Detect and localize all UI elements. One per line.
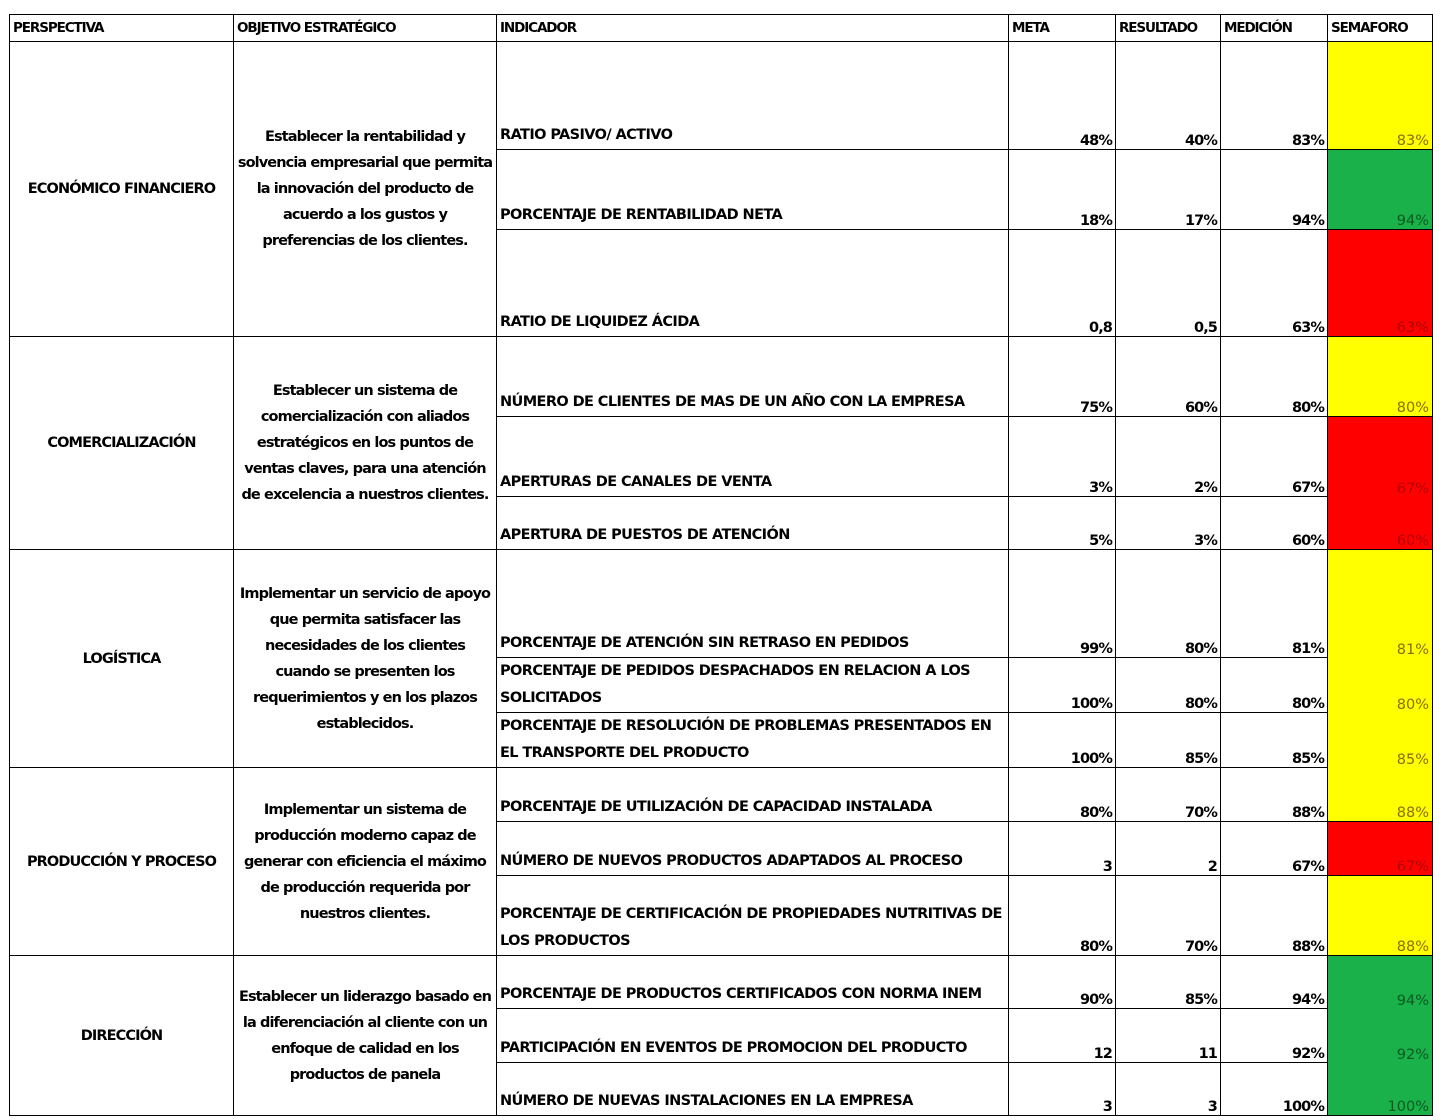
meta-cell: 3%: [1009, 417, 1116, 497]
objetivo-cell: Establecer un sistema de comercialización con aliados estratégicos en los puntos de ventas claves, para una atención de excelencia a nuestros clientes.: [234, 337, 497, 550]
medicion-cell: 67%: [1221, 822, 1328, 876]
semaforo-cell: 81%: [1328, 550, 1433, 658]
meta-cell: 99%: [1009, 550, 1116, 658]
header-medicion: MEDICIÓN: [1221, 15, 1328, 42]
indicador-cell: PORCENTAJE DE ATENCIÓN SIN RETRASO EN PEDIDOS: [497, 550, 1009, 658]
indicador-cell: PORCENTAJE DE PRODUCTOS CERTIFICADOS CON NORMA INEM: [497, 956, 1009, 1009]
semaforo-cell: 80%: [1328, 658, 1433, 713]
medicion-cell: 85%: [1221, 713, 1328, 768]
semaforo-cell: 80%: [1328, 337, 1433, 417]
table-row: [10, 550, 1433, 658]
resultado-cell: 80%: [1116, 658, 1221, 713]
resultado-cell: 3: [1116, 1063, 1221, 1116]
resultado-cell: 11: [1116, 1009, 1221, 1063]
medicion-cell: 100%: [1221, 1063, 1328, 1116]
medicion-cell: 60%: [1221, 497, 1328, 550]
resultado-cell: 60%: [1116, 337, 1221, 417]
semaforo-cell: 67%: [1328, 417, 1433, 497]
medicion-cell: 88%: [1221, 876, 1328, 956]
meta-cell: 12: [1009, 1009, 1116, 1063]
medicion-cell: 88%: [1221, 768, 1328, 822]
semaforo-cell: 94%: [1328, 956, 1433, 1009]
indicador-cell: PORCENTAJE DE RESOLUCIÓN DE PROBLEMAS PRESENTADOS EN EL TRANSPORTE DEL PRODUCTO: [497, 713, 1009, 768]
resultado-cell: 80%: [1116, 550, 1221, 658]
resultado-cell: 70%: [1116, 768, 1221, 822]
table-row: [10, 956, 1433, 1009]
objetivo-cell: Establecer un liderazgo basado en la diferenciación al cliente con un enfoque de calidad en los productos de panela: [234, 956, 497, 1116]
header-objetivo: OBJETIVO ESTRATÉGICO: [234, 15, 497, 42]
meta-cell: 80%: [1009, 768, 1116, 822]
medicion-cell: 80%: [1221, 337, 1328, 417]
table-row: [10, 337, 1433, 417]
semaforo-cell: 67%: [1328, 822, 1433, 876]
resultado-cell: 40%: [1116, 42, 1221, 150]
indicador-cell: APERTURAS DE CANALES DE VENTA: [497, 417, 1009, 497]
semaforo-cell: 83%: [1328, 42, 1433, 150]
objetivo-cell: Implementar un servicio de apoyo que permita satisfacer las necesidades de los clientes cuando se presenten los requerimientos y en los plazos establecidos.: [234, 550, 497, 768]
indicador-cell: NÚMERO DE CLIENTES DE MAS DE UN AÑO CON LA EMPRESA: [497, 337, 1009, 417]
header-semaforo: SEMAFORO: [1328, 15, 1433, 42]
perspectiva-cell: ECONÓMICO FINANCIERO: [10, 42, 234, 337]
meta-cell: 90%: [1009, 956, 1116, 1009]
semaforo-table: [9, 14, 1433, 1116]
perspectiva-cell: PRODUCCIÓN Y PROCESO: [10, 768, 234, 956]
header-row: [10, 15, 1433, 42]
objetivo-cell: Establecer la rentabilidad y solvencia empresarial que permita la innovación del producto de acuerdo a los gustos y preferencias de los clientes.: [234, 42, 497, 337]
medicion-cell: 80%: [1221, 658, 1328, 713]
meta-cell: 100%: [1009, 658, 1116, 713]
meta-cell: 3: [1009, 1063, 1116, 1116]
semaforo-cell: 94%: [1328, 150, 1433, 230]
meta-cell: 48%: [1009, 42, 1116, 150]
semaforo-cell: 60%: [1328, 497, 1433, 550]
header-perspectiva: PERSPECTIVA: [10, 15, 234, 42]
header-resultado: RESULTADO: [1116, 15, 1221, 42]
meta-cell: 75%: [1009, 337, 1116, 417]
indicador-cell: NÚMERO DE NUEVAS INSTALACIONES EN LA EMPRESA: [497, 1063, 1009, 1116]
semaforo-cell: 88%: [1328, 876, 1433, 956]
resultado-cell: 2%: [1116, 417, 1221, 497]
indicador-cell: PARTICIPACIÓN EN EVENTOS DE PROMOCION DEL PRODUCTO: [497, 1009, 1009, 1063]
table-row: [10, 768, 1433, 822]
medicion-cell: 94%: [1221, 150, 1328, 230]
medicion-cell: 63%: [1221, 230, 1328, 337]
objetivo-cell: Implementar un sistema de producción moderno capaz de generar con eficiencia el máximo de producción requerida por nuestros clientes.: [234, 768, 497, 956]
meta-cell: 3: [1009, 822, 1116, 876]
indicador-cell: PORCENTAJE DE PEDIDOS DESPACHADOS EN RELACION A LOS SOLICITADOS: [497, 658, 1009, 713]
semaforo-cell: 63%: [1328, 230, 1433, 337]
meta-cell: 18%: [1009, 150, 1116, 230]
medicion-cell: 83%: [1221, 42, 1328, 150]
resultado-cell: 85%: [1116, 713, 1221, 768]
header-meta: META: [1009, 15, 1116, 42]
perspectiva-cell: LOGÍSTICA: [10, 550, 234, 768]
meta-cell: 0,8: [1009, 230, 1116, 337]
medicion-cell: 92%: [1221, 1009, 1328, 1063]
indicador-cell: PORCENTAJE DE CERTIFICACIÓN DE PROPIEDADES NUTRITIVAS DE LOS PRODUCTOS: [497, 876, 1009, 956]
meta-cell: 80%: [1009, 876, 1116, 956]
indicador-cell: PORCENTAJE DE RENTABILIDAD NETA: [497, 150, 1009, 230]
meta-cell: 5%: [1009, 497, 1116, 550]
semaforo-cell: 92%: [1328, 1009, 1433, 1063]
semaforo-cell: 88%: [1328, 768, 1433, 822]
medicion-cell: 94%: [1221, 956, 1328, 1009]
meta-cell: 100%: [1009, 713, 1116, 768]
semaforo-cell: 100%: [1328, 1063, 1433, 1116]
medicion-cell: 67%: [1221, 417, 1328, 497]
perspectiva-cell: COMERCIALIZACIÓN: [10, 337, 234, 550]
resultado-cell: 85%: [1116, 956, 1221, 1009]
indicador-cell: RATIO PASIVO/ ACTIVO: [497, 42, 1009, 150]
indicador-cell: PORCENTAJE DE UTILIZACIÓN DE CAPACIDAD INSTALADA: [497, 768, 1009, 822]
table-row: [10, 42, 1433, 150]
resultado-cell: 2: [1116, 822, 1221, 876]
resultado-cell: 70%: [1116, 876, 1221, 956]
indicador-cell: RATIO DE LIQUIDEZ ÁCIDA: [497, 230, 1009, 337]
resultado-cell: 3%: [1116, 497, 1221, 550]
perspectiva-cell: DIRECCIÓN: [10, 956, 234, 1116]
medicion-cell: 81%: [1221, 550, 1328, 658]
header-indicador: INDICADOR: [497, 15, 1009, 42]
indicador-cell: NÚMERO DE NUEVOS PRODUCTOS ADAPTADOS AL PROCESO: [497, 822, 1009, 876]
semaforo-cell: 85%: [1328, 713, 1433, 768]
resultado-cell: 17%: [1116, 150, 1221, 230]
resultado-cell: 0,5: [1116, 230, 1221, 337]
indicador-cell: APERTURA DE PUESTOS DE ATENCIÓN: [497, 497, 1009, 550]
